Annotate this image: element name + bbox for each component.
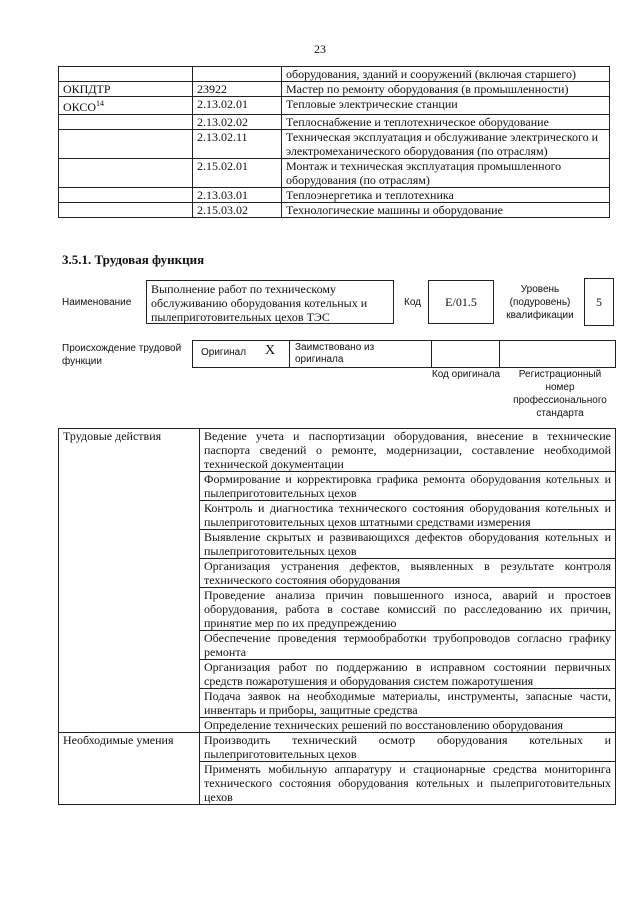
function-item: Организация работ по поддержанию в исправном состоянии первичных средств пожаротушения и оборудования систем пожаротушения — [200, 660, 616, 689]
code-label: Код — [404, 297, 422, 308]
code-title: Монтаж и техническая эксплуатация промышленного оборудования (по отраслям) — [282, 159, 610, 188]
function-item: Обеспечение проведения термообработки трубопроводов согласно графику ремонта — [200, 631, 616, 660]
code-value: 23922 — [193, 82, 282, 97]
group-label: Необходимые умения — [59, 733, 200, 805]
table-row — [59, 188, 610, 203]
table-row — [59, 130, 610, 159]
code-title: Техническая эксплуатация и обслуживание электрического и электромеханического оборудования (по отраслям) — [282, 130, 610, 159]
functions-table — [58, 428, 616, 805]
code-title: Теплоэнергетика и теплотехника — [282, 188, 610, 203]
table-row — [59, 115, 610, 130]
code-system — [59, 130, 193, 159]
level-value: 5 — [584, 278, 614, 326]
function-name: Выполнение работ по техническому обслуживанию оборудования котельных и пылеприготовительных цехов ТЭС — [146, 280, 394, 324]
function-code: E/01.5 — [428, 280, 494, 324]
group-label: Трудовые действия — [59, 429, 200, 733]
code-system: ОКСО$^{14}$ — [59, 97, 193, 115]
code-value — [193, 67, 282, 82]
section-title: 3.5.1. Трудовая функция — [62, 252, 205, 267]
divider — [499, 341, 500, 367]
table-row — [59, 203, 610, 218]
borrowed-label: Заимствовано из оригинала — [295, 342, 375, 365]
code-system — [59, 67, 193, 82]
function-item: Формирование и корректировка графика ремонта оборудования котельных и пылеприготовительных цехов — [200, 472, 616, 501]
origin-label: Происхождение трудовой функции — [62, 343, 182, 367]
code-system — [59, 188, 193, 203]
code-system: ОКПДТР — [59, 82, 193, 97]
page-number: 23 — [314, 42, 326, 56]
function-item: Выявление скрытых и развивающихся дефектов оборудования котельных и пылеприготовительных цехов — [200, 530, 616, 559]
code-title: Мастер по ремонту оборудования (в промышленности) — [282, 82, 610, 97]
code-title: Теплоснабжение и теплотехническое оборудование — [282, 115, 610, 130]
code-value: 2.13.02.11 — [193, 130, 282, 159]
function-item: Ведение учета и паспортизации оборудования, внесение в технические паспорта сведений о ремонте, модернизации, составление необходимой технической документации — [200, 429, 616, 472]
code-system — [59, 115, 193, 130]
table-row — [59, 733, 616, 762]
level-label: Уровень (подуровень) квалификации — [506, 284, 574, 321]
function-item: Определение технических решений по восстановлению оборудования — [200, 718, 616, 733]
table-row — [59, 159, 610, 188]
function-item: Контроль и диагностика технического состояния оборудования котельных и пылеприготовительных цехов штатными средствами измерения — [200, 501, 616, 530]
function-item: Проведение анализа причин повышенного износа, аварий и простоев оборудования, работа в составе комиссий по расследованию их причин, принятие мер по их предупреждению — [200, 588, 616, 631]
function-item: Подача заявок на необходимые материалы, инструменты, запасные части, инвентарь и приборы, защитные средства — [200, 689, 616, 718]
divider — [431, 341, 432, 367]
origin-box — [192, 340, 616, 368]
table-row — [59, 97, 610, 115]
code-value: 2.15.03.02 — [193, 203, 282, 218]
footnote-ref: 14 — [96, 99, 105, 108]
table-row — [59, 67, 610, 82]
code-original-label: Код оригинала — [431, 369, 501, 380]
codes-table — [58, 66, 610, 218]
original-mark: X — [265, 343, 276, 358]
name-label: Наименование — [62, 297, 132, 308]
code-title: Технологические машины и оборудование — [282, 203, 610, 218]
code-value: 2.15.02.01 — [193, 159, 282, 188]
code-title: оборудования, зданий и сооружений (включая старшего) — [282, 67, 610, 82]
code-value: 2.13.03.01 — [193, 188, 282, 203]
divider — [289, 341, 290, 367]
code-value: 2.13.02.01 — [193, 97, 282, 115]
reg-number-label: Регистрационный номер профессионального стандарта — [513, 369, 607, 419]
table-row — [59, 82, 610, 97]
original-label: Оригинал — [201, 347, 247, 358]
code-system — [59, 159, 193, 188]
function-item: Организация устранения дефектов, выявленных в результате контроля технического состояния оборудования — [200, 559, 616, 588]
function-item: Производить технический осмотр оборудования котельных и пылеприготовительных цехов — [200, 733, 616, 762]
function-item: Применять мобильную аппаратуру и стационарные средства мониторинга технического состояния оборудования котельных и пылеприготовительных цехов — [200, 762, 616, 805]
code-title: Тепловые электрические станции — [282, 97, 610, 115]
code-system — [59, 203, 193, 218]
table-row — [59, 429, 616, 472]
code-value: 2.13.02.02 — [193, 115, 282, 130]
